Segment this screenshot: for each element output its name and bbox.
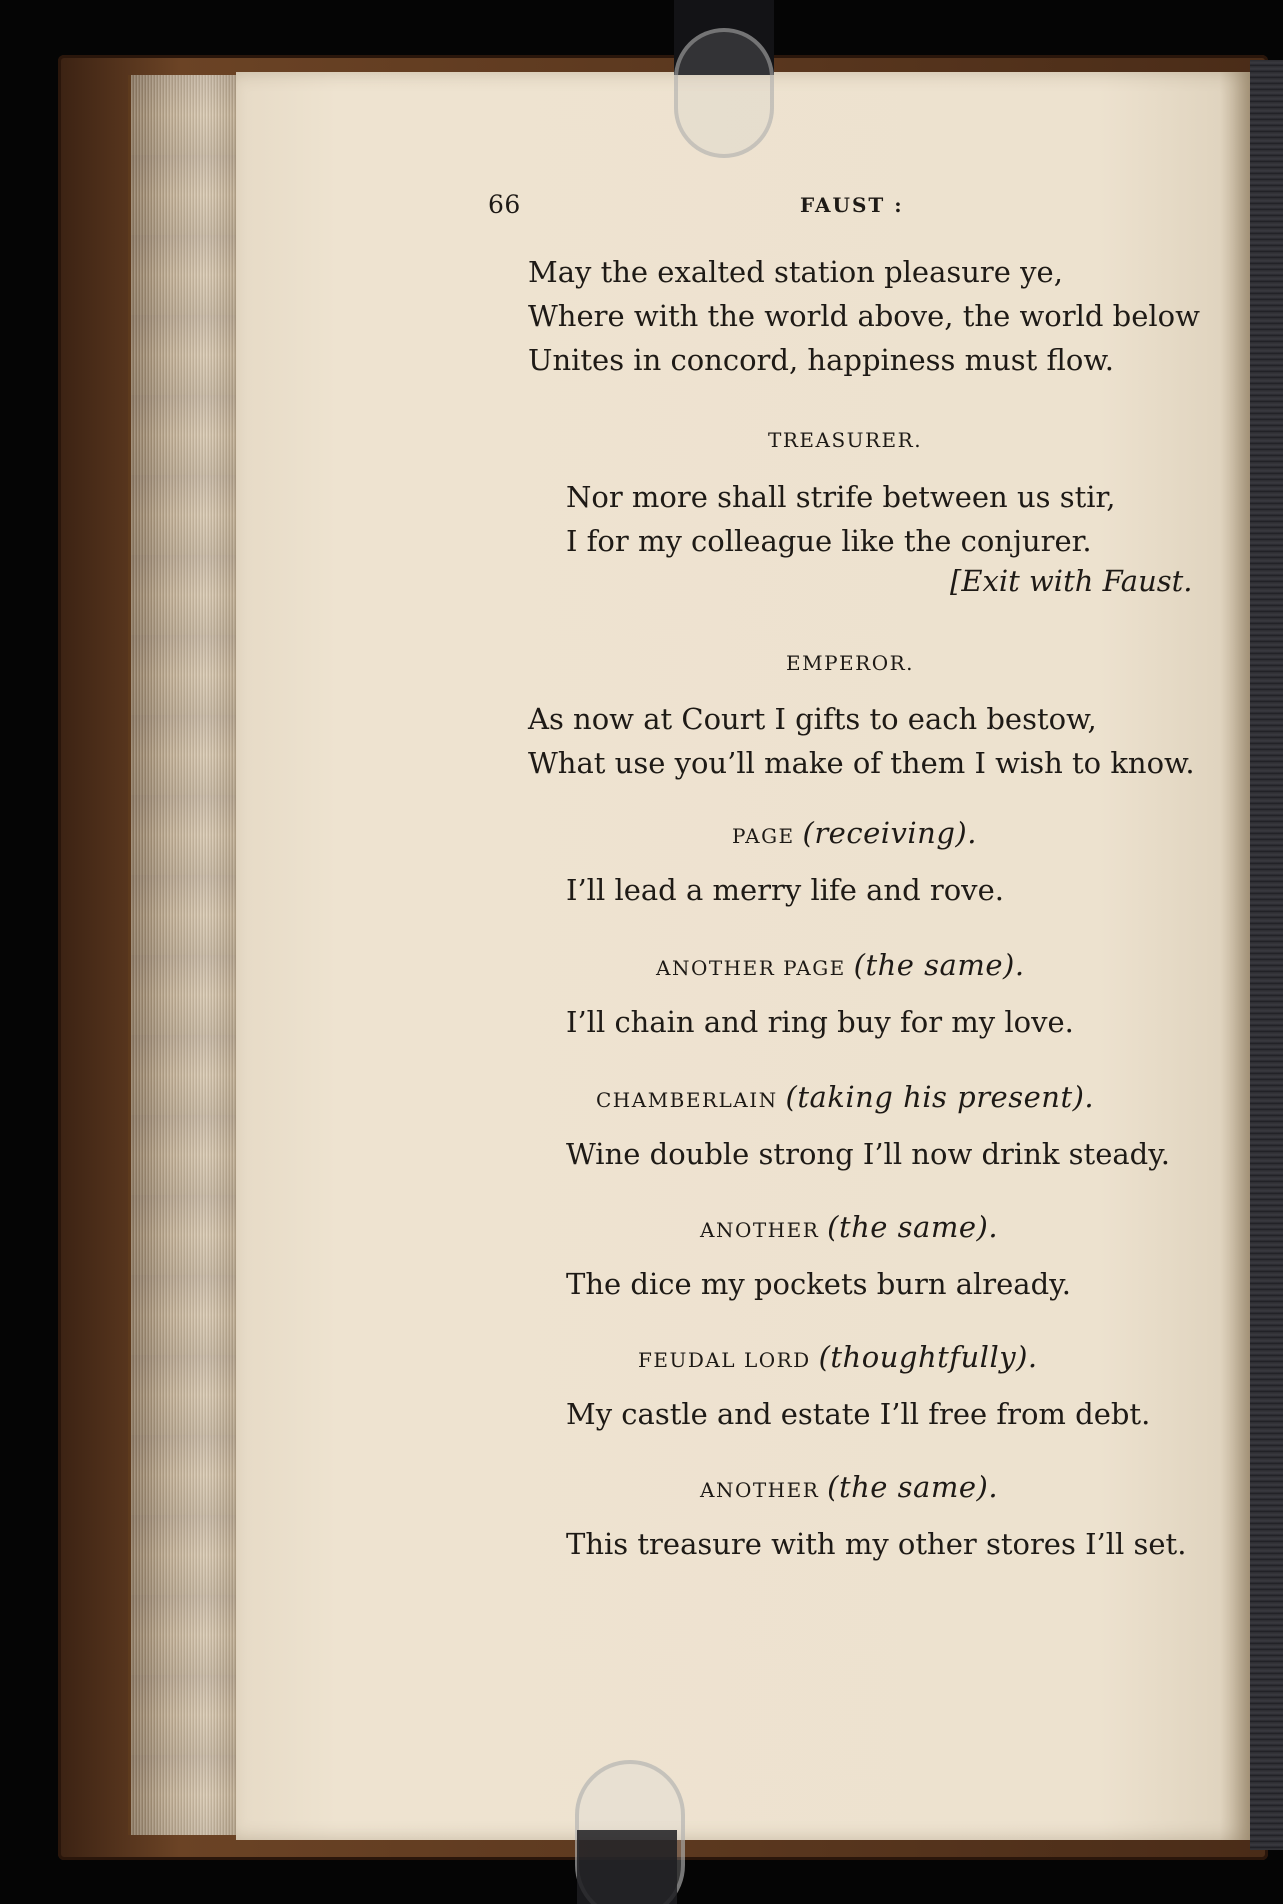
speaker-name: ANOTHER PAGE (656, 956, 846, 980)
stage-direction-exit: [Exit with Faust. (950, 564, 1193, 598)
speaker-name: PAGE (732, 824, 795, 848)
speaker-emperor: EMPEROR. (786, 651, 915, 675)
chamberlain-line: Wine double strong I’ll now drink steady. (566, 1137, 1170, 1171)
speaker-feudal-lord (638, 1342, 1038, 1375)
another-page-line: I’ll chain and ring buy for my love. (566, 1005, 1074, 1039)
speaker-another-page (656, 950, 1025, 983)
cover-edge-right (1250, 60, 1283, 1850)
another-1-line: The dice my pockets burn already. (566, 1267, 1071, 1301)
page-edges (128, 75, 239, 1835)
running-head: FAUST : (800, 193, 904, 217)
speaker-direction: (the same). (853, 948, 1025, 982)
speaker-direction: (the same). (827, 1470, 999, 1504)
speaker-name: FEUDAL LORD (638, 1348, 811, 1372)
opening-line-2: Where with the world above, the world below (528, 299, 1200, 333)
speaker-name: CHAMBERLAIN (596, 1088, 778, 1112)
speaker-name: ANOTHER (700, 1218, 820, 1242)
emperor-line-2: What use you’ll make of them I wish to know. (528, 746, 1195, 780)
feudal-lord-line: My castle and estate I’ll free from debt. (566, 1397, 1151, 1431)
speaker-another-1 (700, 1212, 998, 1245)
page-line: I’ll lead a merry life and rove. (566, 873, 1004, 907)
opening-line-1: May the exalted station pleasure ye, (528, 255, 1063, 289)
page-number: 66 (488, 190, 521, 219)
opening-line-3: Unites in concord, happiness must flow. (528, 343, 1114, 377)
speaker-direction: (taking his present). (785, 1080, 1095, 1114)
treasurer-line-1: Nor more shall strife between us stir, (566, 480, 1116, 514)
speaker-direction: (receiving). (802, 816, 977, 850)
bookmark-band-bottom (577, 1830, 677, 1904)
another-2-line: This treasure with my other stores I’ll set. (566, 1527, 1187, 1561)
speaker-treasurer: TREASURER. (768, 428, 923, 452)
treasurer-line-2: I for my colleague like the conjurer. (566, 524, 1092, 558)
speaker-chamberlain (596, 1082, 1094, 1115)
speaker-direction: (thoughtfully). (818, 1340, 1038, 1374)
speaker-page (732, 818, 977, 851)
bookmark-loop-top (674, 28, 774, 158)
bookmark-clip-bottom (565, 1760, 687, 1904)
speaker-direction: (the same). (827, 1210, 999, 1244)
speaker-another-2 (700, 1472, 998, 1505)
emperor-line-1: As now at Court I gifts to each bestow, (528, 702, 1097, 736)
bookmark-clip-top (668, 0, 780, 112)
speaker-name: ANOTHER (700, 1478, 820, 1502)
